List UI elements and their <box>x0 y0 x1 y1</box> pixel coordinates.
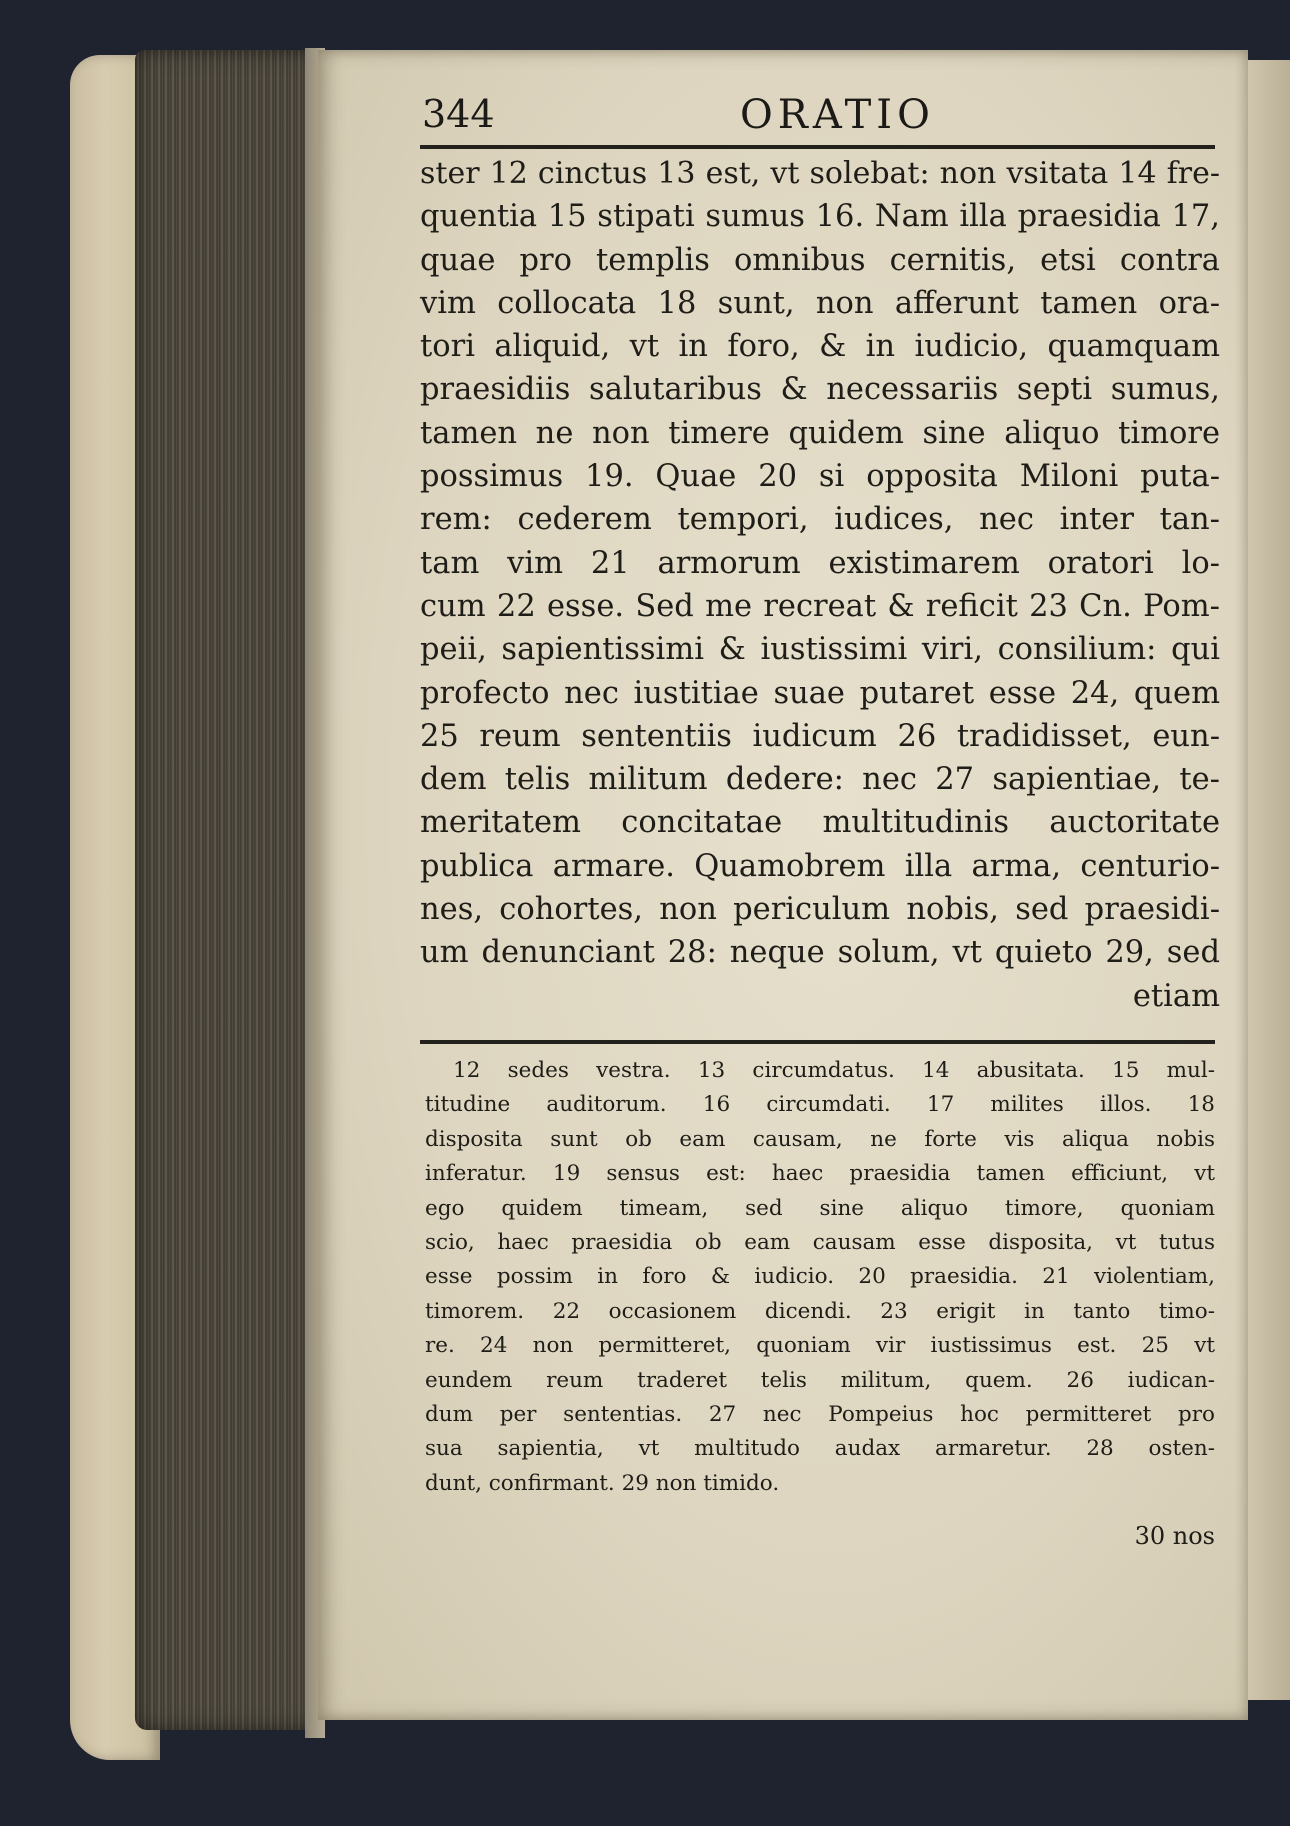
text-line: publica armare. Quamobrem illa arma, centurio- <box>420 848 1220 884</box>
text-line: etiam <box>1132 978 1220 1014</box>
text-line: tamen ne non timere quidem sine aliquo timore <box>420 415 1220 451</box>
footnote-line: titudine auditorum. 16 circumdati. 17 milites illos. 18 <box>425 1092 1215 1118</box>
text-line: vim collocata 18 sunt, non afferunt tamen ora- <box>420 285 1220 321</box>
footnote-line: disposita sunt ob eam causam, ne forte vis aliqua nobis <box>425 1126 1215 1152</box>
text-line: peii, sapientissimi & iustissimi viri, consilium: qui <box>420 632 1220 668</box>
footnote-line: eundem reum traderet telis militum, quem. 26 iudican- <box>425 1367 1215 1393</box>
adjacent-page-edge <box>1248 60 1290 1700</box>
text-line: quae pro templis omnibus cernitis, etsi contra <box>420 242 1220 278</box>
text-line: possimus 19. Quae 20 si opposita Miloni puta- <box>420 459 1220 495</box>
page-number: 344 <box>422 92 495 136</box>
footnotes <box>425 1054 1215 1501</box>
text-line: rem: cederem tempori, iudices, nec inter tan- <box>420 502 1220 538</box>
footnote-line: 12 sedes vestra. 13 circumdatus. 14 abusitata. 15 mul- <box>453 1058 1215 1083</box>
text-line: dem telis militum dedere: nec 27 sapientiae, te- <box>420 762 1220 798</box>
text-line: 25 reum sententiis iudicum 26 tradidisset, eun- <box>420 718 1220 754</box>
footnote-line: timorem. 22 occasionem dicendi. 23 erigit in tanto timo- <box>425 1298 1215 1324</box>
main-text <box>420 152 1220 1018</box>
catchword: 30 nos <box>1134 1522 1215 1550</box>
text-line: praesidiis salutaribus & necessariis septi sumus, <box>420 372 1220 408</box>
running-head: ORATIO <box>740 92 935 138</box>
footnote-line: ego quidem timeam, sed sine aliquo timore, quoniam <box>425 1195 1215 1221</box>
text-line: meritatem concitatae multitudinis auctoritate <box>420 805 1220 841</box>
footnote-line: scio, haec praesidia ob eam causam esse disposita, vt tutus <box>425 1230 1215 1256</box>
footnote-line: esse possim in foro & iudicio. 20 praesidia. 21 violentiam, <box>425 1264 1215 1290</box>
text-line: quentia 15 stipati sumus 16. Nam illa praesidia 17, <box>420 199 1220 235</box>
text-line: tam vim 21 armorum existimarem oratori lo- <box>420 545 1220 581</box>
footnote-line: sua sapientia, vt multitudo audax armaretur. 28 osten- <box>425 1436 1215 1462</box>
footnote-rule <box>420 1040 1215 1044</box>
footnote-line: dum per sententias. 27 nec Pompeius hoc permitteret pro <box>425 1402 1215 1428</box>
text-line: um denunciant 28: neque solum, vt quieto 29, sed <box>420 935 1220 971</box>
footnote-line: re. 24 non permitteret, quoniam vir iustissimus est. 25 vt <box>425 1333 1215 1359</box>
text-line: tori aliquid, vt in foro, & in iudicio, quamquam <box>420 329 1220 365</box>
text-line: profecto nec iustitiae suae putaret esse 24, quem <box>420 675 1220 711</box>
footnote-line: dunt, confirmant. 29 non timido. <box>425 1470 780 1496</box>
header-rule <box>420 145 1215 149</box>
page-edges <box>135 50 325 1730</box>
text-line: ster 12 cinctus 13 est, vt solebat: non vsitata 14 fre- <box>420 156 1220 191</box>
footnote-line: inferatur. 19 sensus est: haec praesidia tamen efficiunt, vt <box>425 1161 1215 1187</box>
page-header <box>422 92 1222 140</box>
text-line: nes, cohortes, non periculum nobis, sed praesidi- <box>420 892 1220 928</box>
text-line: cum 22 esse. Sed me recreat & reficit 23 Cn. Pom- <box>420 588 1220 624</box>
